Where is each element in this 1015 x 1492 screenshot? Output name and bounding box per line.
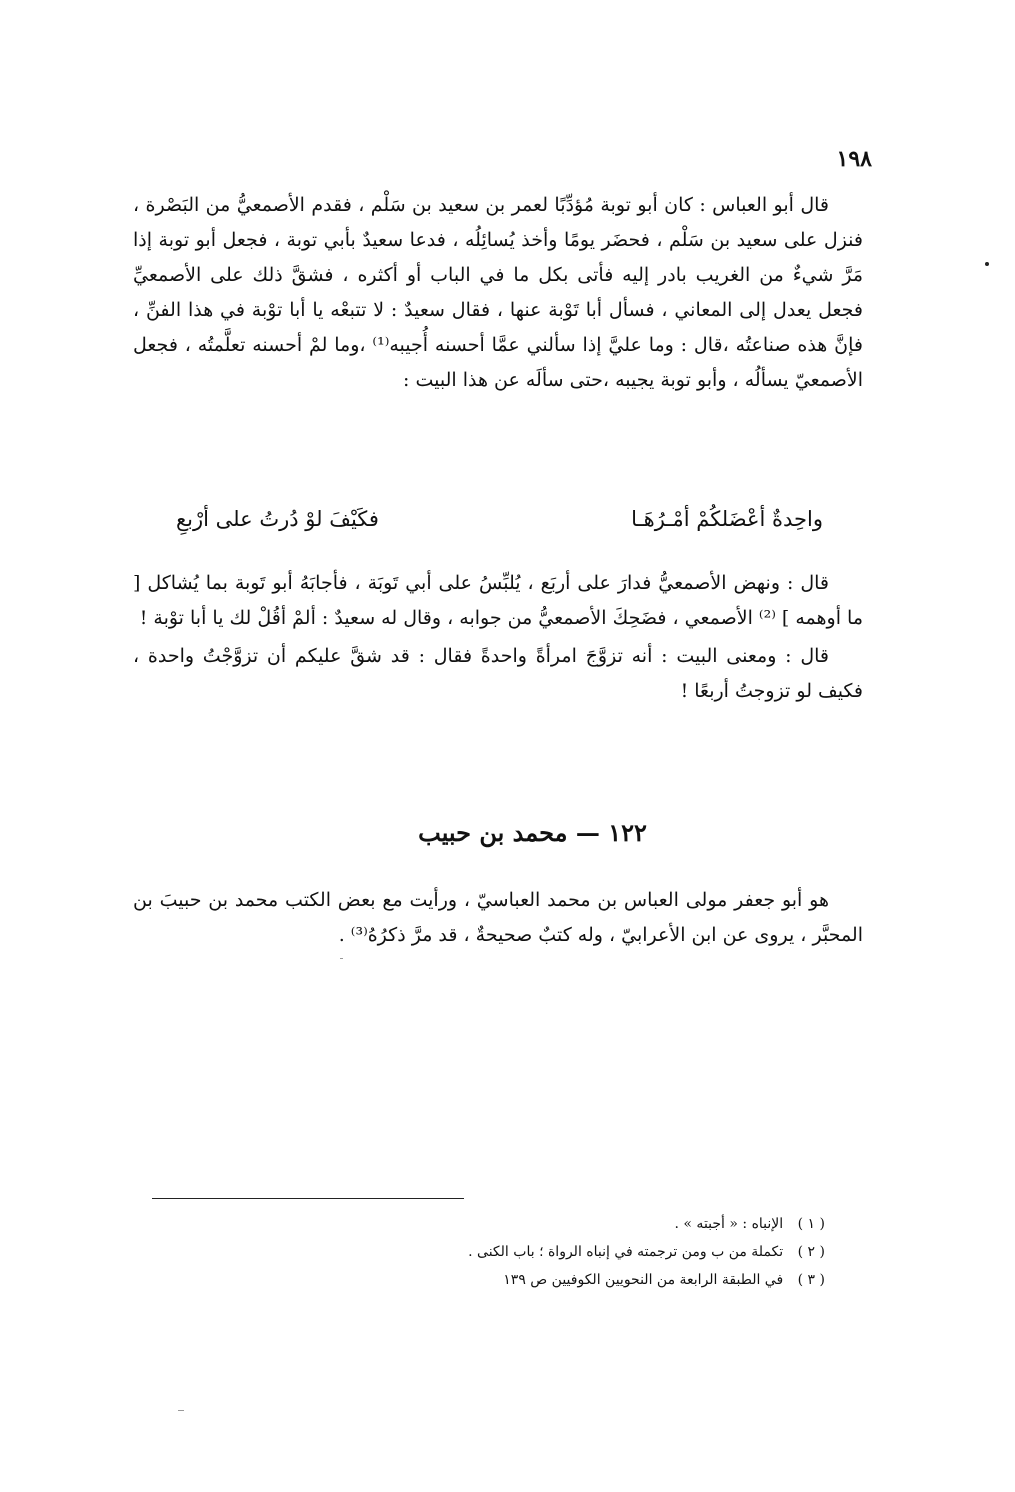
- footnote-divider: [152, 1198, 464, 1199]
- verse-line: [176, 499, 823, 539]
- paragraph: قال أبو العباس : كان أبو توبة مُؤدِّبًا لعمر بن سعيد بن سَلْم ، فقدم الأصمعيُّ من البَصْرة ، فنزل على سعيد بن سَلْم ، فحضَر يومًا وأخذ يُسائِلُه ، فدعا سعيدٌ بأبي توبة ، فجعل أبو توبة إذا مَرَّ شيءٌ من الغريب بادر إليه فأتى بكل ما في الباب أو أكثره ، فشقَّ ذلك على الأصمعيِّ فجعل يعدل إلى المعاني ، فسأل أبا تَوْبة عنها ، فقال سعيدٌ : لا تتبعْه يا أبا توْبة في هذا الفنِّ ، فإنَّ هذه صناعتُه ،قال : وما عليَّ إذا سألني عمَّا أحسنه أُجيبه⁽¹⁾ ،وما لمْ أحسنه تعلَّمتُه ، فجعل الأصمعيّ يسألُه ، وأبو توبة يجيبه ،حتى سألَه عن هذا البيت :: [133, 194, 863, 391]
- footnote: [300, 1238, 825, 1266]
- footnote: [300, 1266, 825, 1294]
- footnote-number: ( ١ ): [797, 1216, 825, 1232]
- footnotes: [300, 1210, 825, 1294]
- text-block-middle: [133, 566, 863, 709]
- verse-hemistich-2: [176, 499, 379, 539]
- footnote-number: ( ٣ ): [797, 1272, 825, 1288]
- text-block-entry: [133, 883, 863, 953]
- footnote-number: ( ٢ ): [797, 1244, 825, 1260]
- paragraph: هو أبو جعفر مولى العباس بن محمد العباسيّ ، ورأيت مع بعض الكتب محمد بن حبيبَ بن المحبَّر ، يروى عن ابن الأعرابيّ ، وله كتبٌ صحيحةٌ ، قد مرَّ ذكرُهُ⁽³⁾ .: [133, 889, 863, 946]
- entry-heading: ١٢٢ — محمد بن حبيب: [418, 818, 647, 847]
- footnote-text: الإنباه : « أجبته » .: [674, 1216, 784, 1232]
- paragraph: قال : ونهض الأصمعيُّ فدارَ على أربَع ، يُلبِّسُ على أبي تَوبَة ، فأجابَهُ أبو تَوبة بما يُشاكل [ ما أوهمه ] ⁽²⁾ الأصمعي ، فضَحِكَ الأصمعيُّ من جوابه ، وقال له سعيدٌ : ألمْ أقُلْ لك يا أبا توْبة !: [133, 572, 863, 629]
- footnote-text: في الطبقة الرابعة من النحويين الكوفيين ص ١٣٩: [503, 1272, 784, 1288]
- text-block-top: [133, 188, 863, 398]
- page-number: ١٩٨: [836, 146, 872, 172]
- scan-speck: [178, 1410, 184, 1411]
- paragraph: قال : ومعنى البيت : أنه تزوَّجَ امرأةً واحدةً فقال : قد شقَّ عليكم أن تزوَّجْتُ واحدة ، فكيف لو تزوجتُ أربعًا !: [133, 645, 863, 702]
- footnote-text: تكملة من ب ومن ترجمته في إنباه الرواة ؛ باب الكنى .: [468, 1244, 784, 1260]
- verse-word: فكَيْفَ: [329, 507, 379, 531]
- scan-speck: [340, 958, 343, 959]
- verse-words: لوْ دُرتُ على أرْبعِ: [176, 507, 323, 531]
- margin-mark: [985, 262, 989, 266]
- verse-hemistich-1: واحِدةٌ أعْضَلكُمْ أمْـرُهَـا: [631, 507, 823, 531]
- footnote: [300, 1210, 825, 1238]
